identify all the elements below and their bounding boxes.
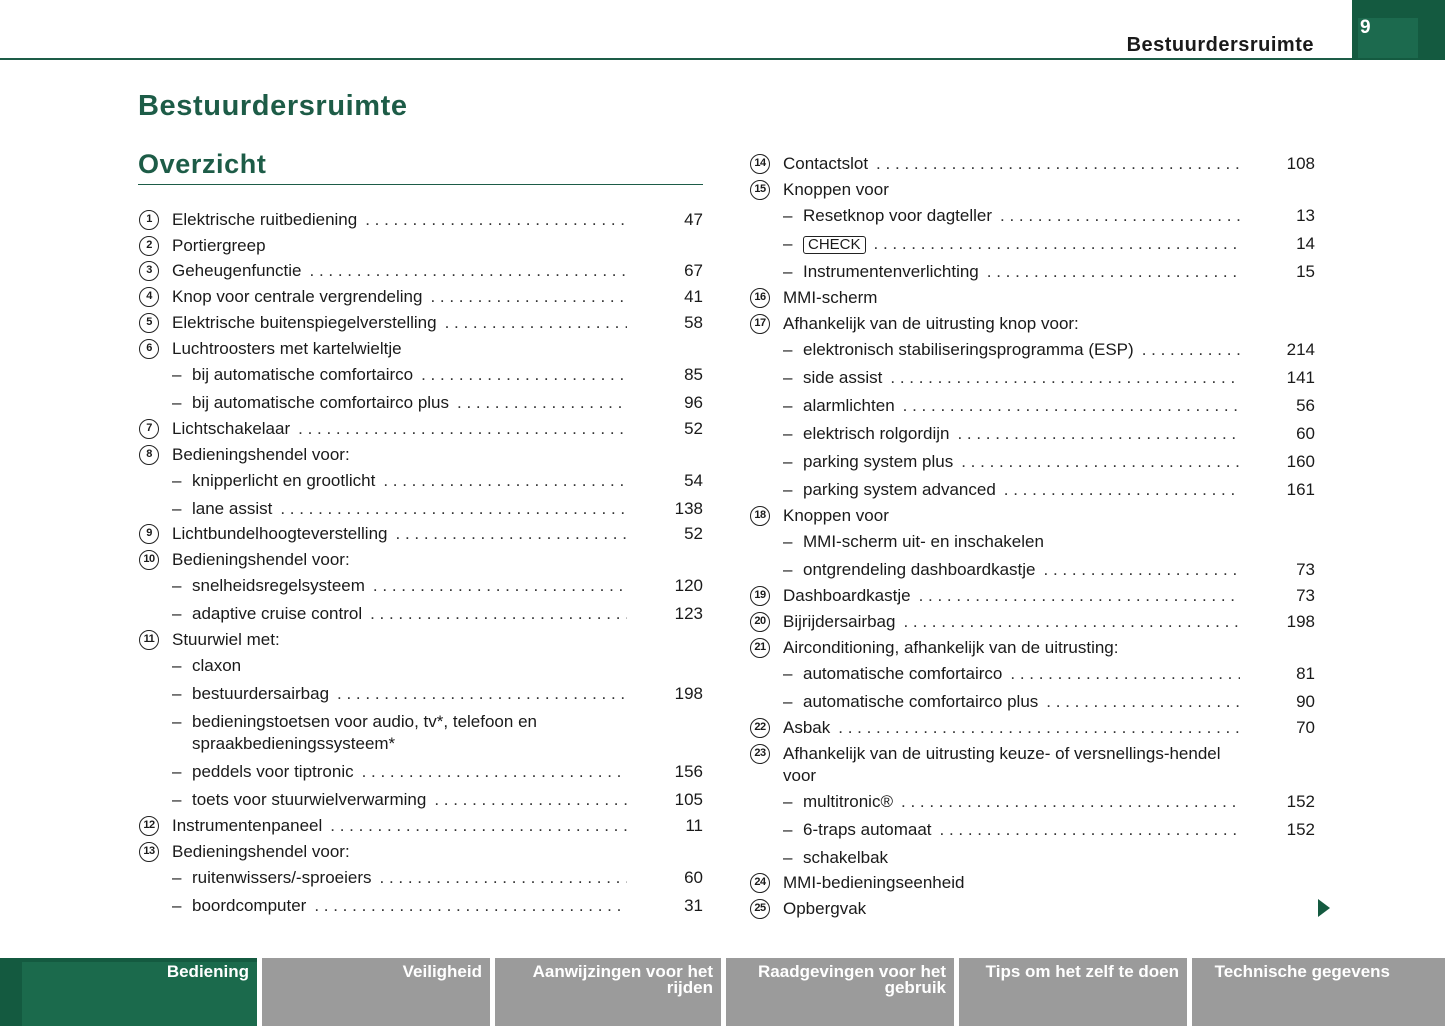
page-ref[interactable]: 52 (684, 524, 703, 543)
item-label: Afhankelijk van de uitrusting knop voor: (783, 314, 1079, 333)
item-label: Geheugenfunctie (172, 261, 302, 280)
callout-number: 11 (139, 630, 159, 650)
toc-item-15[interactable] (750, 179, 1315, 201)
item-label: toets voor stuurwielverwarming (192, 790, 427, 809)
callout-number: 23 (750, 744, 770, 764)
item-label: elektrisch rolgordijn (803, 424, 950, 443)
page-ref[interactable]: 160 (1286, 452, 1315, 471)
page-ref[interactable]: 96 (684, 393, 703, 412)
item-label: Knop voor centrale vergrendeling (172, 287, 423, 306)
header-rule (0, 58, 1352, 60)
callout-number: 21 (750, 638, 770, 658)
page-number: 9 (1360, 17, 1371, 38)
tab-label: Aanwijzingen voor het rijden (532, 962, 713, 997)
toc-item-11[interactable] (139, 629, 703, 651)
item-label: Contactslot (783, 154, 869, 173)
item-label: Airconditioning, afhankelijk van de uitrusting: (783, 638, 1119, 657)
toc-subitem[interactable]: – toets voor stuurwielverwarming . . . 105 (139, 789, 703, 811)
toc-subitem[interactable]: – multitronic® . . . 152 (750, 791, 1315, 813)
callout-number: 1 (139, 210, 159, 230)
toc-item-19[interactable] (750, 585, 1315, 607)
page-ref[interactable]: 47 (684, 210, 703, 229)
item-label: bij automatische comfortairco (192, 365, 414, 384)
toc-subitem[interactable]: – 6-traps automaat . . . 152 (750, 819, 1315, 841)
page-ref[interactable]: 70 (1296, 718, 1315, 737)
page-title: Bestuurdersruimte (138, 90, 408, 122)
callout-number: 22 (750, 718, 770, 738)
page-ref[interactable]: 73 (1296, 560, 1315, 579)
tab-technische-gegevens[interactable] (1192, 958, 1445, 1026)
next-page-arrow-icon[interactable] (1318, 899, 1330, 917)
tab-bediening[interactable] (0, 958, 257, 1026)
section-rule (138, 184, 703, 185)
item-label: Bijrijdersairbag (783, 612, 896, 631)
toc-subitem[interactable]: – elektronisch stabiliseringsprogramma (ESP) . . . 214 (750, 339, 1315, 361)
toc-item-21[interactable] (750, 637, 1315, 659)
toc-subitem[interactable]: – automatische comfortairco . . . 81 (750, 663, 1315, 685)
page-ref[interactable]: 81 (1296, 664, 1315, 683)
item-label: Asbak (783, 718, 831, 737)
toc-subitem[interactable]: – ontgrendeling dashboardkastje . . . 73 (750, 559, 1315, 581)
toc-subitem[interactable]: – MMI-scherm uit- en inschakelen (783, 532, 1044, 551)
toc-subitem[interactable]: – adaptive cruise control . . . 123 (139, 603, 703, 625)
item-label: Dashboardkastje (783, 586, 911, 605)
footer-nav (0, 958, 1445, 1026)
toc-subitem[interactable]: – side assist . . . 141 (750, 367, 1315, 389)
toc-item-6[interactable] (139, 338, 703, 360)
page-ref[interactable]: 152 (1286, 792, 1315, 811)
toc-item-20[interactable] (750, 611, 1315, 633)
running-header: Bestuurdersruimte (1126, 34, 1314, 56)
toc-item-18[interactable] (750, 505, 1315, 527)
item-label: bedieningstoetsen voor audio, tv*, telefoon en spraakbedieningssysteem* (192, 712, 537, 753)
item-label: 6-traps automaat (803, 820, 932, 839)
callout-number: 7 (139, 419, 159, 439)
tab-label: Veiligheid (402, 962, 482, 981)
item-label: ontgrendeling dashboardkastje (803, 560, 1036, 579)
item-label: parking system plus (803, 452, 954, 471)
toc-subitem[interactable]: – alarmlichten . . . 56 (750, 395, 1315, 417)
item-label: Bedieningshendel voor: (172, 842, 350, 861)
toc-subitem[interactable]: – boordcomputer . . . 31 (139, 895, 703, 917)
callout-number: 12 (139, 816, 159, 836)
toc-item-14[interactable] (750, 153, 1315, 175)
page-ref[interactable]: 52 (684, 419, 703, 438)
page-ref[interactable]: 120 (674, 576, 703, 595)
page-ref[interactable]: 14 (1296, 234, 1315, 253)
page-ref[interactable]: 15 (1296, 262, 1315, 281)
page-ref[interactable]: 58 (684, 313, 703, 332)
tab-label: Bediening (166, 962, 249, 981)
callout-number: 16 (750, 288, 770, 308)
toc-item-2[interactable] (139, 235, 703, 257)
toc-subitem[interactable]: – ruitenwissers/-sproeiers . . . 60 (139, 867, 703, 889)
page-ref[interactable]: 152 (1286, 820, 1315, 839)
item-label: Knoppen voor (783, 180, 889, 199)
toc-item-13[interactable] (139, 841, 703, 863)
page-ref[interactable]: 60 (1296, 424, 1315, 443)
tab-tips[interactable] (959, 958, 1187, 1026)
item-label: snelheidsregelsysteem (192, 576, 365, 595)
item-label: schakelbak (803, 848, 889, 867)
toc-subitem[interactable]: – bij automatische comfortairco . . . 85 (139, 364, 703, 386)
toc-subitem[interactable]: – Resetknop voor dagteller . . . 13 (750, 205, 1315, 227)
page-ref[interactable]: 54 (684, 471, 703, 490)
page-ref[interactable]: 123 (674, 604, 703, 623)
toc-subitem[interactable]: – claxon (172, 656, 242, 675)
page-number-tab (1352, 0, 1445, 60)
tab-raadgevingen[interactable] (726, 958, 954, 1026)
toc-item-24[interactable] (750, 872, 1315, 894)
page-ref[interactable]: 90 (1296, 692, 1315, 711)
callout-number: 3 (139, 261, 159, 281)
item-label: MMI-scherm (783, 288, 878, 307)
item-label: adaptive cruise control (192, 604, 363, 623)
page-ref[interactable]: 161 (1286, 480, 1315, 499)
page-ref[interactable]: 214 (1286, 340, 1315, 359)
toc-item-16[interactable] (750, 287, 1315, 309)
item-label: boordcomputer (192, 896, 307, 915)
callout-number: 25 (750, 899, 770, 919)
item-label: Knoppen voor (783, 506, 889, 525)
item-label: multitronic® (803, 792, 893, 811)
item-label: alarmlichten (803, 396, 895, 415)
callout-number: 8 (139, 445, 159, 465)
tab-veiligheid[interactable] (262, 958, 490, 1026)
item-label: automatische comfortairco plus (803, 692, 1039, 711)
item-label: Lichtschakelaar (172, 419, 291, 438)
callout-number: 24 (750, 873, 770, 893)
item-label: Afhankelijk van de uitrusting keuze- of versnellings-hendel voor (783, 744, 1221, 785)
callout-number: 13 (139, 842, 159, 862)
item-label: bij automatische comfortairco plus (192, 393, 450, 412)
toc-subitem[interactable]: – parking system plus . . . 160 (750, 451, 1315, 473)
toc-item-12[interactable] (139, 815, 703, 837)
item-label: bestuurdersairbag (192, 684, 330, 703)
toc-subitem[interactable]: – automatische comfortairco plus . . . 90 (750, 691, 1315, 713)
item-label: MMI-scherm uit- en inschakelen (803, 532, 1044, 551)
item-label: MMI-bedieningseenheid (783, 873, 965, 892)
toc-subitem[interactable]: – lane assist . . . 138 (139, 498, 703, 520)
toc-item-25[interactable] (750, 898, 1315, 920)
toc-subitem[interactable]: – snelheidsregelsysteem . . . 120 (139, 575, 703, 597)
page-ref[interactable]: 60 (684, 868, 703, 887)
page-ref[interactable]: 105 (674, 790, 703, 809)
toc-subitem[interactable]: – bij automatische comfortairco plus . . . 96 (139, 392, 703, 414)
toc-subitem[interactable]: – bestuurdersairbag . . . 198 (139, 683, 703, 705)
page-ref[interactable]: 56 (1296, 396, 1315, 415)
toc-subitem[interactable]: – elektrisch rolgordijn . . . 60 (750, 423, 1315, 445)
item-label: automatische comfortairco (803, 664, 1003, 683)
item-label: Instrumentenpaneel (172, 816, 323, 835)
check-button-icon: CHECK (803, 236, 866, 254)
page-ref[interactable]: 73 (1296, 586, 1315, 605)
toc-subitem[interactable]: – schakelbak (783, 848, 889, 867)
page-ref[interactable]: 108 (1286, 154, 1315, 173)
item-label: Elektrische buitenspiegelverstelling (172, 313, 437, 332)
callout-number: 9 (139, 524, 159, 544)
callout-number: 17 (750, 314, 770, 334)
tab-label: Tips om het zelf te doen (985, 962, 1179, 981)
toc-subitem[interactable]: – CHECK . . . 14 (750, 233, 1315, 255)
toc-item-8[interactable] (139, 444, 703, 466)
item-label: side assist (803, 368, 883, 387)
callout-number: 5 (139, 313, 159, 333)
toc-subitem[interactable]: – bedieningstoetsen voor audio, tv*, telefoon en spraakbedieningssysteem* (172, 712, 537, 753)
item-label: Stuurwiel met: (172, 630, 280, 649)
tab-label: Raadgevingen voor het gebruik (758, 962, 946, 997)
item-label: Portiergreep (172, 236, 266, 255)
item-label: Luchtroosters met kartelwieltje (172, 339, 402, 358)
toc-item-3[interactable] (139, 260, 703, 282)
item-label: Lichtbundelhoogteverstelling (172, 524, 388, 543)
toc-item-1[interactable] (139, 209, 703, 231)
callout-number: 20 (750, 612, 770, 632)
toc-subitem[interactable]: – peddels voor tiptronic . . . 156 (139, 761, 703, 783)
tab-label: Technische gegevens (1214, 962, 1390, 981)
toc-subitem[interactable]: – Instrumentenverlichting . . . 15 (750, 261, 1315, 283)
item-label: lane assist (192, 499, 273, 518)
toc-item-4[interactable] (139, 286, 703, 308)
toc-item-9[interactable] (139, 523, 703, 545)
toc-item-7[interactable] (139, 418, 703, 440)
section-title: Overzicht (138, 149, 267, 179)
page-ref[interactable]: 198 (674, 684, 703, 703)
page-ref[interactable]: 11 (685, 816, 703, 835)
item-label: Bedieningshendel voor: (172, 550, 350, 569)
callout-number: 2 (139, 236, 159, 256)
page-ref[interactable]: 67 (684, 261, 703, 280)
toc-item-22[interactable] (750, 717, 1315, 739)
item-label: Opbergvak (783, 899, 867, 918)
callout-number: 19 (750, 586, 770, 606)
item-label: parking system advanced (803, 480, 996, 499)
page-ref[interactable]: 85 (684, 365, 703, 384)
callout-number: 15 (750, 180, 770, 200)
callout-number: 14 (750, 154, 770, 174)
page-ref[interactable]: 198 (1286, 612, 1315, 631)
page-ref[interactable]: 141 (1286, 368, 1315, 387)
page-ref[interactable]: 156 (674, 762, 703, 781)
page-ref[interactable]: 31 (684, 896, 703, 915)
item-label: Resetknop voor dagteller (803, 206, 993, 225)
item-label: knipperlicht en grootlicht (192, 471, 376, 490)
item-label: claxon (192, 656, 242, 675)
item-label: Elektrische ruitbediening (172, 210, 358, 229)
page-ref[interactable]: 13 (1296, 206, 1315, 225)
callout-number: 6 (139, 339, 159, 359)
toc-subitem[interactable]: – knipperlicht en grootlicht . . . 54 (139, 470, 703, 492)
tab-aanwijzingen[interactable] (495, 958, 721, 1026)
page-ref[interactable]: 41 (684, 287, 703, 306)
callout-number: 4 (139, 287, 159, 307)
callout-number: 10 (139, 550, 159, 570)
item-label: ruitenwissers/-sproeiers (192, 868, 372, 887)
toc-subitem[interactable]: – parking system advanced . . . 161 (750, 479, 1315, 501)
page-ref[interactable]: 138 (674, 499, 703, 518)
item-label: elektronisch stabiliseringsprogramma (ESP) (803, 340, 1134, 359)
toc-item-17[interactable] (750, 313, 1315, 335)
item-label: peddels voor tiptronic (192, 762, 354, 781)
callout-number: 18 (750, 506, 770, 526)
item-label: Instrumentenverlichting (803, 262, 979, 281)
item-label: Bedieningshendel voor: (172, 445, 350, 464)
toc-item-23[interactable] (750, 743, 1315, 787)
toc-item-10[interactable] (139, 549, 703, 571)
toc-item-5[interactable] (139, 312, 703, 334)
